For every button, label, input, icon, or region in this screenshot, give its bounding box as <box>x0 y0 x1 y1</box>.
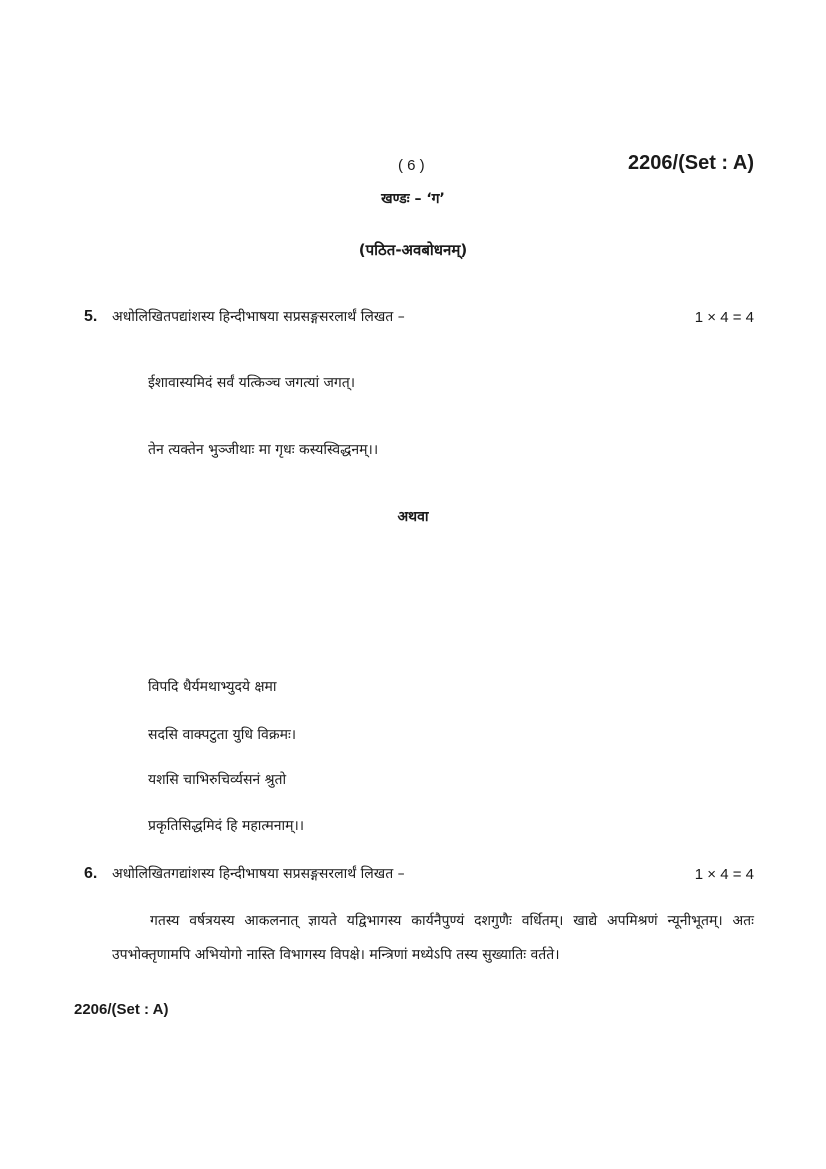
verse-b-line-4: प्रकृतिसिद्धमिदं हि महात्मनाम्।। <box>148 818 305 834</box>
question-5-marks: 1 × 4 = 4 <box>694 309 754 326</box>
page-number: ( 6 ) <box>398 157 425 174</box>
verse-b-line-2: सदसि वाक्पटुता युधि विक्रमः। <box>148 727 297 743</box>
section-title: खण्डः – ‘ग’ <box>381 191 445 207</box>
or-label: अथवा <box>397 509 429 525</box>
question-6-instruction: अधोलिखितगद्यांशस्य हिन्दीभाषया सप्रसङ्गसरलार्थं लिखत – <box>112 866 405 882</box>
question-6-passage: गतस्य वर्षत्रयस्य आकलनात् ज्ञायते यद्विभागस्य कार्यनैपुण्यं दशगुणैः वर्धितम्। खाद्ये अपमिश्रणं न्यूनीभूतम्। अतः उपभोक्तृणामपि अभियोगो नास्ति विभागस्य विपक्षे। मन्त्रिणां मध्येऽपि तस्य सुख्यातिः वर्तते। <box>112 913 754 963</box>
question-5-instruction: अधोलिखितपद्यांशस्य हिन्दीभाषया सप्रसङ्गसरलार्थं लिखत – <box>112 309 405 325</box>
question-6-marks: 1 × 4 = 4 <box>694 866 754 883</box>
verse-a-line-2: तेन त्यक्तेन भुञ्जीथाः मा गृधः कस्यस्विद्धनम्।। <box>148 442 379 458</box>
verse-b-line-1: विपदि धैर्यमथाभ्युदये क्षमा <box>148 679 277 695</box>
verse-b-line-3: यशसि चाभिरुचिर्व्यसनं श्रुतो <box>148 772 287 788</box>
verse-a-line-1: ईशावास्यमिदं सर्वं यत्किञ्च जगत्यां जगत्। <box>148 375 356 391</box>
section-subtitle: (पठित-अवबोधनम्) <box>358 241 468 259</box>
question-6-number: 6. <box>84 865 98 882</box>
footer-set-code: 2206/(Set : A) <box>74 1001 169 1018</box>
header-set-code: 2206/(Set : A) <box>628 152 754 174</box>
question-5-number: 5. <box>84 308 98 325</box>
